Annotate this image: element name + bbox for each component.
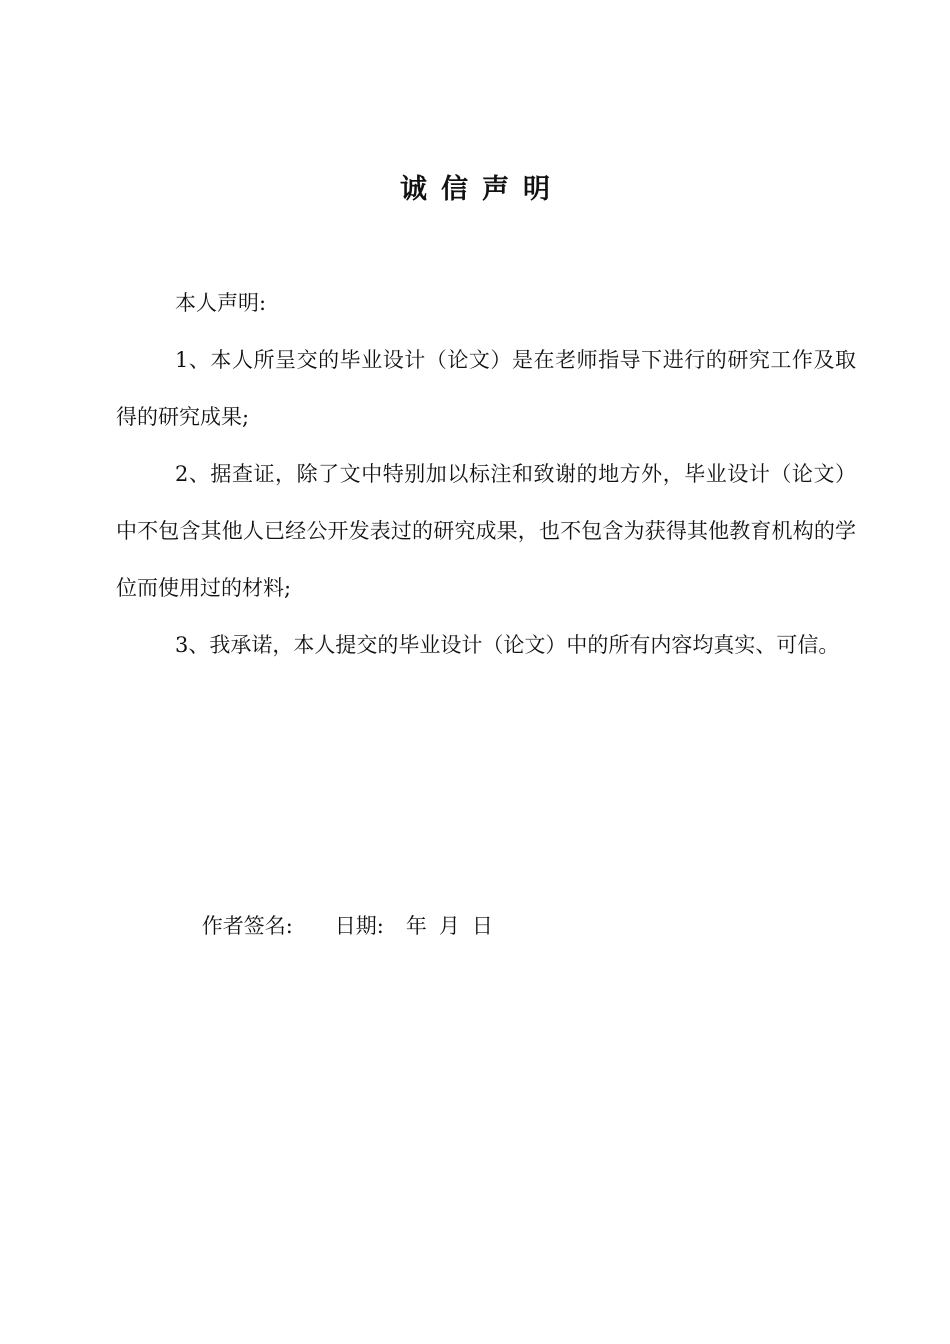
declaration-body [116, 275, 856, 674]
declaration-item-3: 3、我承诺，本人提交的毕业设计（论文）中的所有内容均真实、可信。 [175, 633, 840, 657]
month-label: 月 [438, 914, 460, 938]
declaration-intro: 本人声明: [175, 291, 267, 315]
signature-line [175, 866, 493, 986]
declaration-item-2: 2、据查证，除了文中特别加以标注和致谢的地方外，毕业设计（论文）中不包含其他人已经公开发表过的研究成果，也不包含为获得其他教育机构的学位而使用过的材料; [116, 462, 856, 600]
day-label: 日 [471, 914, 493, 938]
declaration-item-1: 1、本人所呈交的毕业设计（论文）是在老师指导下进行的研究工作及取得的研究成果; [116, 348, 856, 429]
year-label: 年 [405, 914, 427, 938]
page-title: 诚信声明 [400, 174, 564, 205]
author-signature-label: 作者签名: [201, 914, 293, 938]
date-label: 日期: [334, 914, 384, 938]
